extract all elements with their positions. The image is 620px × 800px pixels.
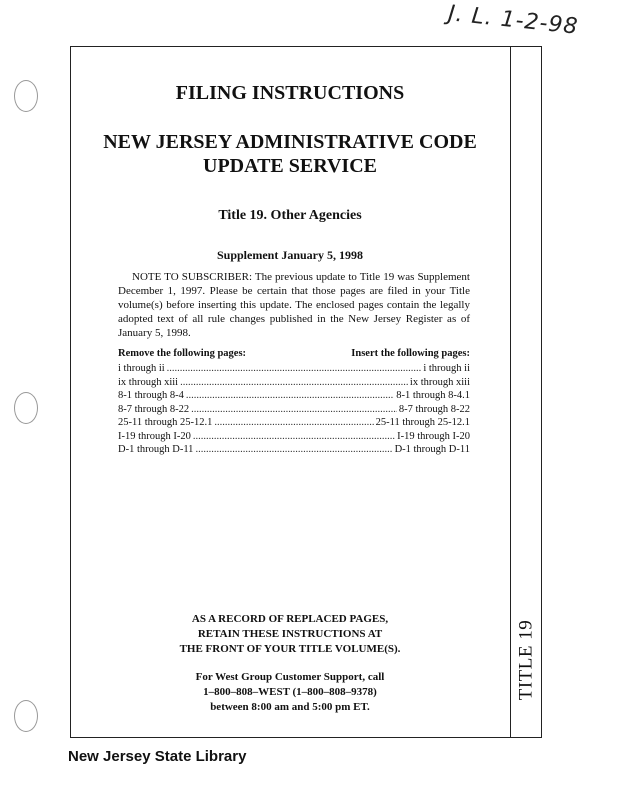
record-line: AS A RECORD OF REPLACED PAGES, [191, 613, 389, 625]
subscriber-note: NOTE TO SUBSCRIBER: The previous update to Title 19 was Supplement December 1, 1997. Please be certain that those pages are filed in your Title volume(s) before inserting this update. The enclosed pages contain the legally adopted text of all rule changes published in the New Jersey Register as of January 5, 1998. [118, 271, 470, 339]
insert-pages: D-1 through D-11 [394, 444, 470, 455]
supplement-date: Supplement January 5, 1998 [216, 248, 364, 262]
binder-hole [14, 80, 38, 112]
leader-dots [180, 376, 408, 390]
insert-header: Insert the following pages: [351, 348, 470, 359]
code-title [70, 130, 510, 178]
record-line: RETAIN THESE INSTRUCTIONS AT [197, 628, 383, 640]
insert-pages: i through ii [423, 363, 470, 374]
record-line: THE FRONT OF YOUR TITLE VOLUME(S). [179, 643, 401, 655]
binder-hole [14, 700, 38, 732]
title-tab [513, 600, 539, 720]
leader-dots [193, 430, 395, 444]
table-rows [118, 362, 470, 457]
insert-pages: 8-7 through 8-22 [398, 403, 470, 415]
support-line: For West Group Customer Support, call [195, 671, 385, 683]
tab-label: TITLE 19 [515, 619, 537, 701]
support-hours: between 8:00 am and 5:00 pm ET. [210, 701, 370, 713]
leader-dots [214, 416, 373, 430]
leader-dots [167, 362, 422, 376]
table-row [118, 430, 470, 444]
remove-header: Remove the following pages: [118, 348, 247, 359]
remove-pages: 8-7 through 8-22 [118, 403, 190, 415]
table-row [118, 376, 470, 390]
insert-pages: 25-11 through 25-12.1 [375, 417, 470, 428]
customer-support [70, 670, 510, 715]
table-row [118, 362, 470, 376]
remove-pages: 25-11 through 25-12.1 [118, 417, 213, 428]
table-row [118, 443, 470, 457]
table-header [118, 348, 470, 362]
remove-pages: D-1 through D-11 [118, 444, 194, 455]
insert-pages: I-19 through I-20 [397, 430, 470, 442]
remove-pages: i through ii [118, 363, 165, 374]
remove-pages: I-19 through I-20 [118, 430, 191, 442]
insert-pages: 8-1 through 8-4.1 [396, 390, 470, 401]
insert-pages: ix through xiii [409, 376, 470, 388]
table-row [118, 403, 470, 417]
table-row [118, 389, 470, 403]
table-row [118, 416, 470, 430]
title-subtitle: Title 19. Other Agencies [218, 208, 362, 223]
code-title-line: NEW JERSEY ADMINISTRATIVE CODE [103, 131, 477, 153]
binder-hole [14, 392, 38, 424]
handwritten-initials: J. L. 1-2-98 [447, 1, 580, 40]
tab-divider-line [510, 46, 511, 738]
support-phone: 1–800–808–WEST (1–800–808–9378) [203, 686, 377, 698]
leader-dots [191, 403, 397, 417]
leader-dots [186, 389, 394, 403]
record-instruction [70, 612, 510, 657]
page-replacement-table [118, 348, 470, 457]
remove-pages: 8-1 through 8-4 [118, 390, 184, 401]
library-stamp: New Jersey State Library [68, 748, 247, 765]
remove-pages: ix through xiii [118, 376, 179, 388]
page-title: FILING INSTRUCTIONS [175, 82, 405, 104]
leader-dots [195, 443, 392, 457]
code-title-line: UPDATE SERVICE [203, 155, 377, 177]
